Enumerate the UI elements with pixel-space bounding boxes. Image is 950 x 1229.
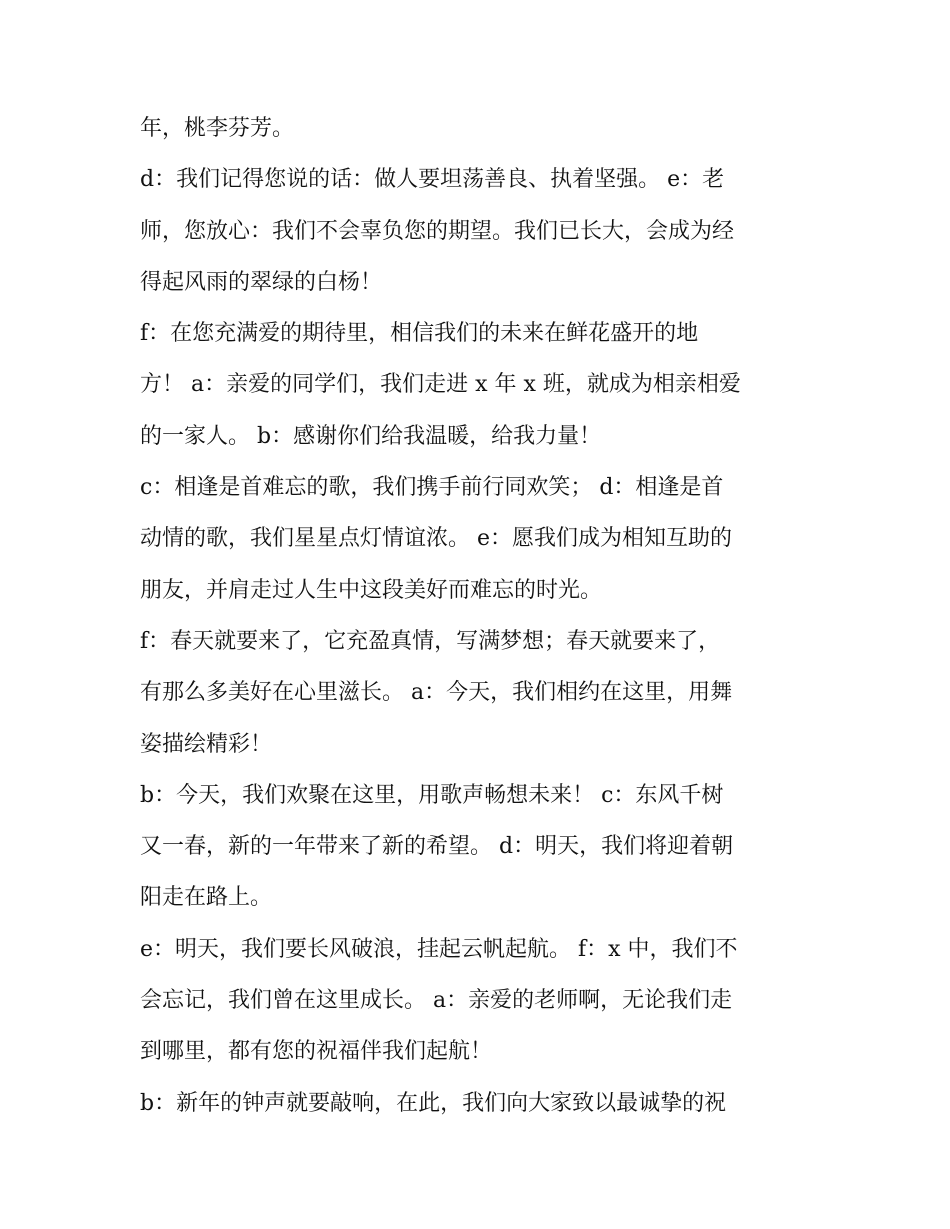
text-line: 姿描绘精彩！ [140,731,273,757]
text-line: f：春天就要来了，它充盈真情，写满梦想；春天就要来了， [140,628,721,654]
text-line: 会忘记，我们曾在这里成长。 a：亲爱的老师啊，无论我们走 [140,988,733,1014]
body-text [140,103,820,1129]
text-line: 得起风雨的翠绿的白杨！ [140,269,383,295]
text-line: b：新年的钟声就要敲响，在此，我们向大家致以最诚挚的祝 [140,1090,727,1116]
text-line: d：我们记得您说的话：做人要坦荡善良、执着坚强。 e：老 [140,167,725,193]
text-line: f：在您充满爱的期待里，相信我们的未来在鲜花盛开的地 [140,321,699,347]
text-line: c：相逢是首难忘的歌，我们携手前行同欢笑； d：相逢是首 [140,475,724,501]
text-line: 的一家人。 b：感谢你们给我温暖，给我力量！ [140,423,602,449]
text-line: 年，桃李芬芳。 [140,116,295,141]
text-line: 师，您放心：我们不会辜负您的期望。我们已长大，会成为经 [140,218,735,244]
text-line: 到哪里，都有您的祝福伴我们起航！ [140,1039,493,1065]
text-line: 方！ a：亲爱的同学们，我们走进 x 年 x 班，就成为相亲相爱 [140,372,741,398]
text-line: 阳走在路上。 [140,885,273,911]
text-line: e：明天，我们要长风破浪，挂起云帆起航。 f：x 中，我们不 [140,936,738,962]
text-line: 朋友，并肩走过人生中这段美好而难忘的时光。 [140,577,603,603]
text-line: 有那么多美好在心里滋长。 a：今天，我们相约在这里，用舞 [140,680,733,706]
text-line: b：今天，我们欢聚在这里，用歌声畅想未来！ c：东风千树 [140,782,724,808]
text-line: 又一春，新的一年带来了新的希望。 d：明天，我们将迎着朝 [140,834,734,860]
text-line: 动情的歌，我们星星点灯情谊浓。 e：愿我们成为相知互助的 [140,526,733,552]
